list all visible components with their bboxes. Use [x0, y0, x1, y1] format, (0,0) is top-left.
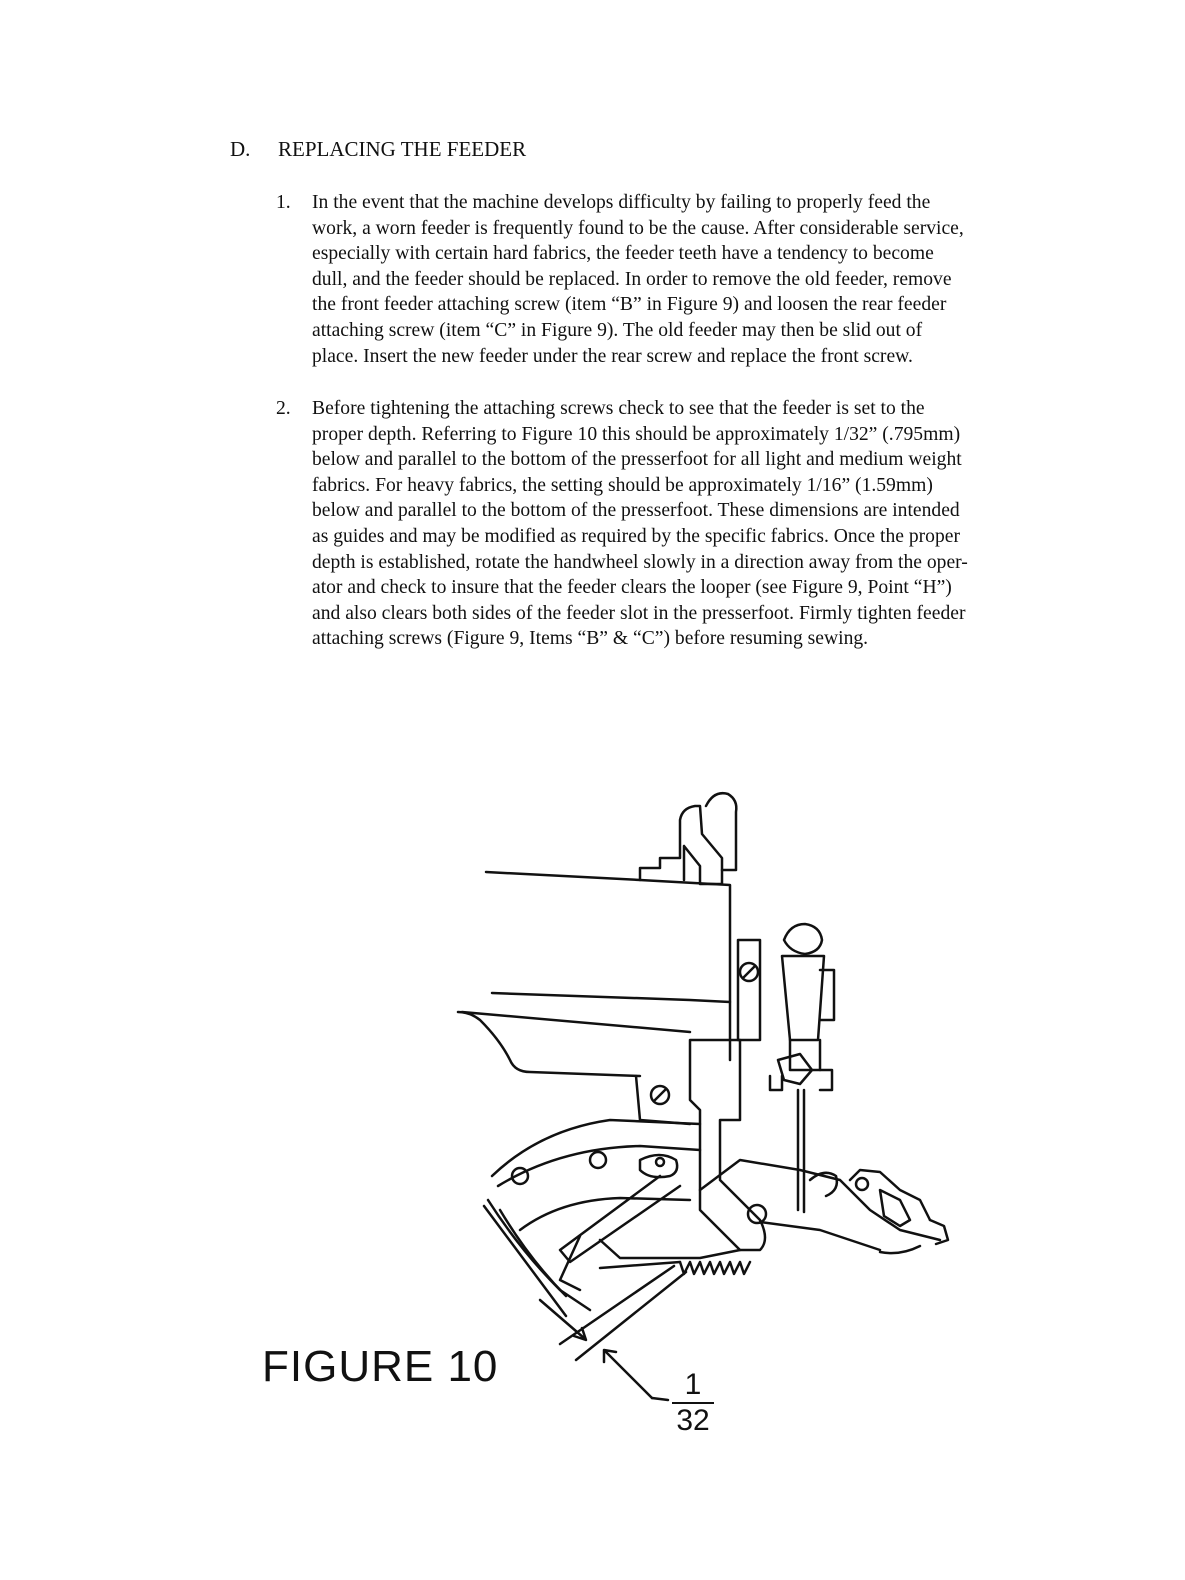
text-line: In the event that the machine develops difficulty by failing to properly feed the: [312, 192, 931, 213]
fraction-denominator: 32: [676, 1404, 710, 1437]
figure-label: FIGURE 10: [262, 1342, 499, 1391]
text-line: and also clears both sides of the feeder slot in the presserfoot. Firmly tighten feeder: [312, 602, 966, 624]
text-line: fabrics. For heavy fabrics, the setting should be approximately 1/16” (1.59mm): [312, 474, 933, 496]
depth-fraction: [668, 1370, 718, 1436]
text-line: place. Insert the new feeder under the rear screw and replace the front screw.: [312, 345, 913, 367]
text-line: below and parallel to the bottom of the presserfoot for all light and medium weight: [312, 449, 962, 471]
text-line: proper depth. Referring to Figure 10 this should be approximately 1/32” (.795mm): [312, 423, 961, 445]
text-line: below and parallel to the bottom of the presserfoot. These dimensions are intended: [312, 500, 960, 522]
section-title: REPLACING THE FEEDER: [278, 137, 527, 161]
text-line: attaching screws (Figure 9, Items “B” & “C”) before resuming sewing.: [312, 628, 869, 650]
text-line: ator and check to insure that the feeder clears the looper (see Figure 9, Point “H”): [312, 577, 952, 599]
section-letter: D.: [230, 137, 251, 161]
text-line: Before tightening the attaching screws check to see that the feeder is set to the: [312, 398, 925, 419]
item-number: 2.: [276, 398, 291, 419]
text-line: the front feeder attaching screw (item “B” in Figure 9) and loosen the rear feeder: [312, 294, 947, 316]
text-line: especially with certain hard fabrics, the feeder teeth have a tendency to become: [312, 243, 934, 265]
text-line: work, a worn feeder is frequently found to be the cause. After considerable service,: [312, 217, 964, 239]
item-number: 1.: [276, 192, 291, 213]
text-line: depth is established, rotate the handwheel slowly in a direction away from the oper-: [312, 551, 968, 573]
text-line: attaching screw (item “C” in Figure 9). The old feeder may then be slid out of: [312, 319, 923, 341]
text-line: as guides and may be modified as required by the specific fabrics. Once the proper: [312, 525, 960, 547]
fraction-numerator: 1: [684, 1368, 702, 1401]
text-line: dull, and the feeder should be replaced. In order to remove the old feeder, remove: [312, 268, 952, 290]
